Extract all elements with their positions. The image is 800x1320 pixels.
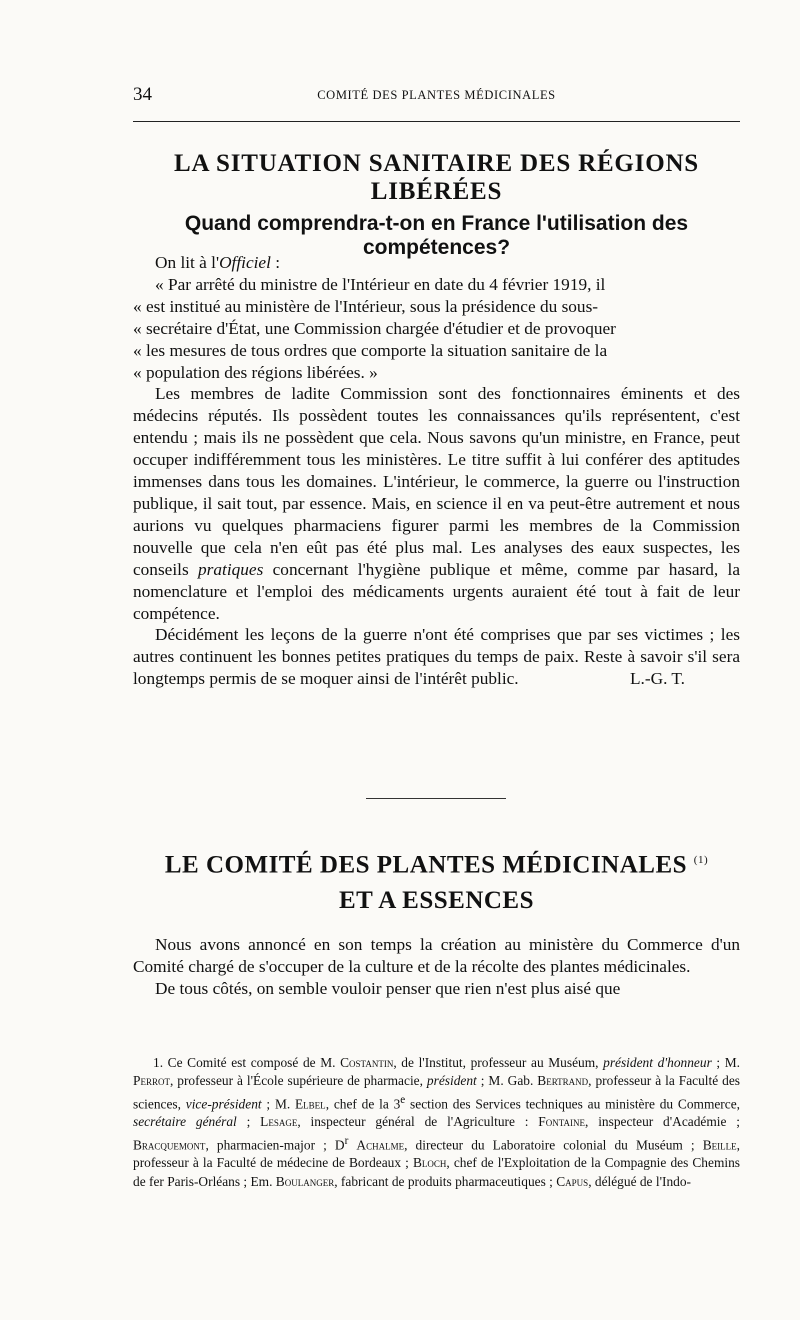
article-title: LA SITUATION SANITAIRE DES RÉGIONS LIBÉRÉES bbox=[173, 150, 700, 205]
page-header bbox=[133, 84, 740, 112]
article-subtitle: Quand comprendra-t-on en France l'utilisation des compétences? bbox=[184, 212, 689, 259]
section-body bbox=[133, 934, 740, 1000]
footnote: 1. Ce Comité est composé de M. Costantin, de l'Institut, professeur au Muséum, président d'honneur ; M. Perrot, professeur à l'École supérieure de pharmacie, président ; M. Gab. Bertrand, professeur à la Faculté des sciences, vice-président ; M. Elbel, chef de la 3e section des Services techniques au ministère du Commerce, secrétaire général ; Lesage, inspecteur général de l'Agriculture : Fontaine, inspecteur d'Académie ; Bracquemont, pharmacien-major ; $D^r$ Achalme, directeur du Laboratoire colonial du Muséum ; Beille, professeur à la Faculté de médecine de Bordeaux ; Bloch, chef de l'Exploitation de la Compagnie des Chemins de fer Paris-Orléans ; Em. Boulanger, fabricant de produits pharmaceutiques ; Capus, délégué de l'Indo- bbox=[133, 1055, 741, 1189]
author-signature: L.-G. T. bbox=[629, 669, 685, 689]
quote-line: « les mesures de tous ordres que comporte la situation sanitaire de la bbox=[133, 340, 608, 360]
section-title: LE COMITÉ DES PLANTES MÉDICINALES $^{(1)}$ ET A ESSENCES bbox=[164, 851, 709, 915]
source-title: Officiel bbox=[219, 253, 271, 272]
header-rule bbox=[133, 121, 740, 122]
footnote-marker: (1) bbox=[693, 854, 709, 866]
paragraph: Les membres de ladite Commission sont des fonctionnaires éminents et des médecins réputés. Ils possèdent toutes les connaissances qu'ils représentent, c'est entendu ; mais ils ne possèdent que cela. Nous savons qu'un ministre, en France, peut occuper indifféremment tous les ministères. Le titre suffit à lui conférer des aptitudes immenses dans tous les domaines. L'intérieur, le commerce, la guerre ou l'instruction publique, il sait tout, par essence. Mais, en science il en va peut-être autrement et nous aurions vu quelques pharmaciens figurer parmi les membres de la Commission nouvelle que cela n'en eût pas été plus mal. Les analyses des eaux suspectes, les conseils pratiques concernant l'hygiène publique et même, comme par hasard, la nomenclature et l'emploi des médicaments urgents auraient été tout à fait de leur compétence. bbox=[133, 384, 741, 623]
quote-line: « est institué au ministère de l'Intérieur, sous la présidence du sous- bbox=[133, 296, 599, 316]
quote-line: « population des régions libérées. » bbox=[133, 362, 378, 382]
running-title: COMITÉ DES PLANTES MÉDICINALES bbox=[317, 88, 556, 102]
page-number: 34 bbox=[133, 84, 152, 105]
section-divider bbox=[366, 798, 506, 799]
article-body bbox=[133, 252, 740, 690]
quote-line: « Par arrêté du ministre de l'Intérieur en date du 4 février 1919, il bbox=[155, 274, 606, 294]
paragraph: Décidément les leçons de la guerre n'ont été comprises que par ses victimes ; les autres continuent les bonnes petites pratiques du temps de paix. Reste à savoir s'il sera longtemps permis de se moquer ainsi de l'intérêt public. L.-G. T. bbox=[133, 625, 740, 689]
intro-line: On lit à l'Officiel : bbox=[155, 253, 281, 272]
quote-line: « secrétaire d'État, une Commission chargée d'étudier et de provoquer bbox=[133, 318, 616, 338]
paragraph: Nous avons annoncé en son temps la création au ministère du Commerce d'un Comité chargé de s'occuper de la culture et de la récolte des plantes médicinales. bbox=[133, 935, 740, 976]
paragraph: De tous côtés, on semble vouloir penser que rien n'est plus aisé que bbox=[155, 978, 621, 998]
